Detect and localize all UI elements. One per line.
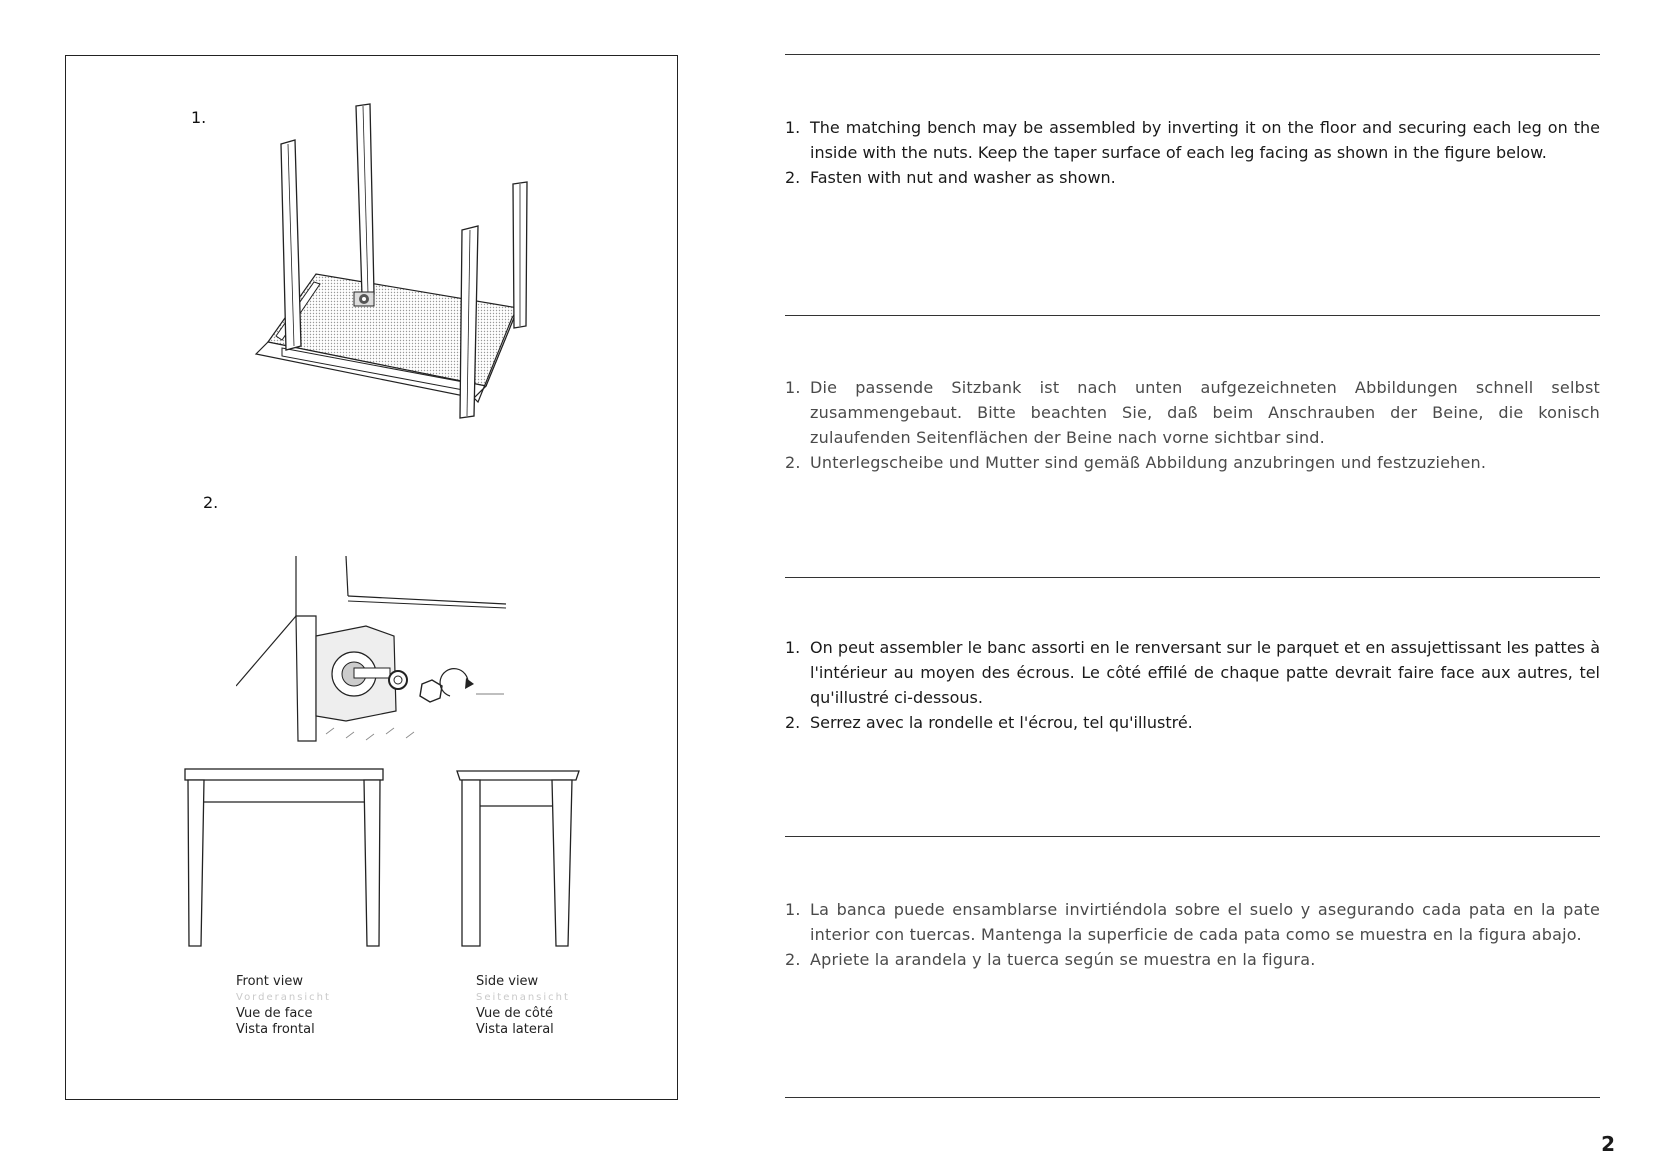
step-2-label: 2. — [203, 493, 219, 512]
list-item: 2. Unterlegscheibe und Mutter sind gemäß Abbildung anzubringen und festzuziehen. — [785, 453, 1487, 472]
divider-english-german — [785, 315, 1600, 316]
list-item: 2. Serrez avec la rondelle et l'écrou, tel qu'illustré. — [785, 713, 1193, 732]
french-instructions — [785, 635, 1600, 735]
front-view-caption — [236, 974, 331, 1038]
list-item: 1. La banca puede ensamblarse invirtiéndola sobre el suelo y asegurando cada pata en la pate interior con tuercas. Mantenga la superficie de cada pata como se muestra en la figura abajo. — [785, 900, 1600, 944]
divider-german-french — [785, 577, 1600, 578]
bolt-washer-detail-figure — [236, 556, 591, 751]
side-view-es: Vista lateral — [476, 1022, 554, 1037]
divider-top — [785, 54, 1600, 55]
side-view-fr: Vue de côté — [476, 1006, 553, 1021]
front-view-es: Vista frontal — [236, 1022, 315, 1037]
inverted-bench-figure — [216, 96, 586, 426]
side-view-figure — [456, 770, 581, 950]
side-view-de: Seitenansicht — [476, 992, 570, 1003]
list-item: 1. On peut assembler le banc assorti en le renversant sur le parquet et en assujettissant les pattes à l'intérieur au moyen des écrous. Le côté effilé de chaque patte devrait faire face aux autres, tel qu'illustré ci-dessous. — [785, 638, 1600, 707]
list-item: 1. Die passende Sitzbank ist nach unten aufgezeichneten Abbildungen schnell selbst zusammengebaut. Bitte beachten Sie, daß beim Anschrauben der Beine, die konisch zulaufenden Seitenflächen der Beine nach vorne sichtbar sind. — [785, 378, 1600, 447]
step-1-label: 1. — [191, 108, 207, 127]
list-item: 1. The matching bench may be assembled by inverting it on the floor and securing each leg on the inside with the nuts. Keep the taper surface of each leg facing as shown in the figure below. — [785, 118, 1600, 162]
side-view-caption — [476, 974, 570, 1038]
front-view-figure — [184, 768, 384, 948]
english-instructions — [785, 115, 1600, 190]
side-view-en: Side view — [476, 974, 539, 989]
spanish-instructions — [785, 897, 1600, 972]
front-view-en: Front view — [236, 974, 303, 989]
front-view-de: Vorderansicht — [236, 992, 331, 1003]
front-view-fr: Vue de face — [236, 1006, 313, 1021]
illustration-panel — [65, 55, 678, 1100]
divider-french-spanish — [785, 836, 1600, 837]
list-item: 2. Fasten with nut and washer as shown. — [785, 168, 1116, 187]
divider-bottom — [785, 1097, 1600, 1098]
list-item: 2. Apriete la arandela y la tuerca según se muestra en la figura. — [785, 950, 1316, 969]
german-instructions — [785, 375, 1600, 475]
page-number: 2 — [1601, 1132, 1615, 1156]
